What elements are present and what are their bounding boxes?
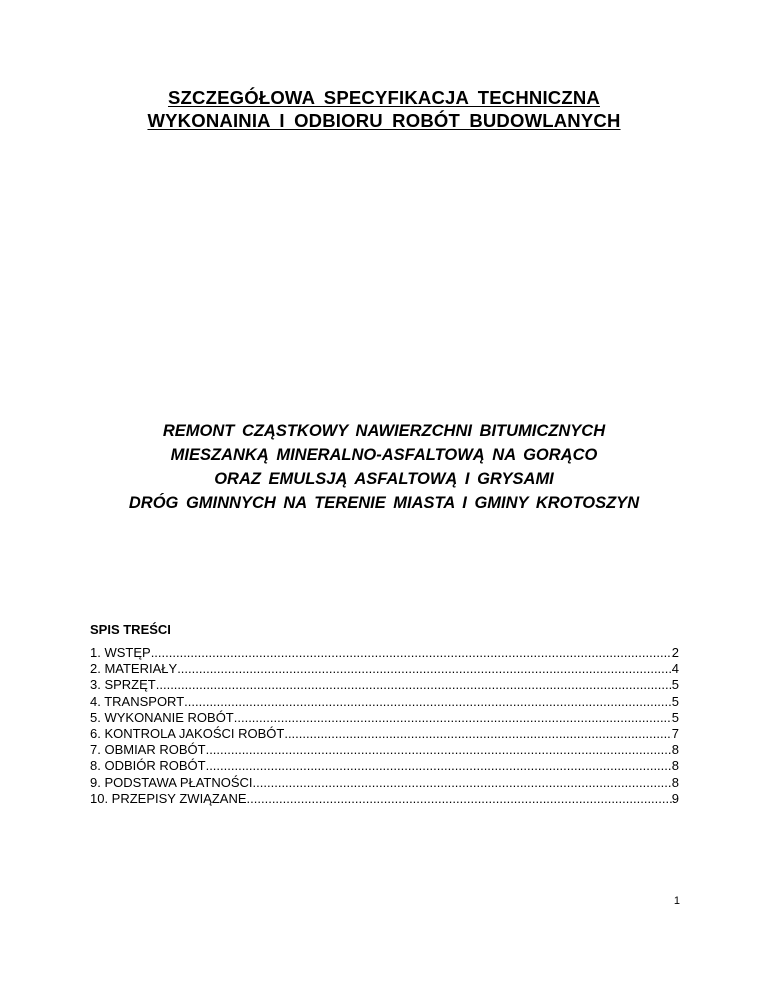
- document-subject: [0, 419, 768, 515]
- toc-entry-page: 2: [671, 645, 679, 660]
- toc-heading: SPIS TREŚCI: [90, 622, 171, 637]
- toc-entry-page: 5: [671, 693, 679, 709]
- subject-line-4: DRÓG GMINNYCH NA TERENIE MIASTA I GMINY KROTOSZYN: [128, 494, 640, 512]
- subject-line-3: ORAZ EMULSJĄ ASFALTOWĄ I GRYSAMI: [214, 470, 554, 488]
- toc-entry-title: 4. TRANSPORT: [90, 693, 185, 709]
- toc-entry-page: 5: [671, 677, 679, 693]
- toc-entry[interactable]: [90, 710, 679, 726]
- title-line-1: SZCZEGÓŁOWA SPECYFIKACJA TECHNICZNA: [168, 87, 600, 108]
- toc-entry-title: 9. PODSTAWA PŁATNOŚCI: [90, 774, 253, 790]
- toc-entry[interactable]: [90, 645, 679, 661]
- toc-entry[interactable]: [90, 791, 679, 807]
- toc-entry-page: 5: [671, 709, 679, 725]
- subject-line-2: MIESZANKĄ MINERALNO-ASFALTOWĄ NA GORĄCO: [170, 446, 598, 464]
- table-of-contents: [90, 645, 679, 807]
- title-line-2: WYKONAINIA I ODBIORU ROBÓT BUDOWLANYCH: [147, 110, 621, 131]
- toc-leader-dots: [206, 742, 672, 758]
- toc-entry-title: 2. MATERIAŁY: [90, 661, 178, 677]
- toc-entry[interactable]: [90, 758, 679, 774]
- toc-entry[interactable]: [90, 661, 679, 677]
- subject-line-1: REMONT CZĄSTKOWY NAWIERZCHNI BITUMICZNYCH: [162, 422, 606, 440]
- toc-leader-dots: [177, 661, 672, 677]
- toc-entry-page: 4: [671, 661, 679, 677]
- document-title: [0, 86, 768, 132]
- toc-leader-dots: [284, 726, 671, 742]
- toc-entry-page: 8: [671, 774, 679, 790]
- toc-leader-dots: [253, 775, 672, 791]
- toc-entry-title: 5. WYKONANIE ROBÓT: [90, 709, 234, 725]
- toc-leader-dots: [247, 791, 672, 807]
- toc-entry[interactable]: [90, 775, 679, 791]
- toc-entry-title: 3. SPRZĘT: [90, 677, 156, 693]
- toc-leader-dots: [151, 645, 672, 661]
- toc-entry-title: 7. OBMIAR ROBÓT: [90, 742, 206, 758]
- toc-leader-dots: [234, 710, 672, 726]
- toc-entry[interactable]: [90, 726, 679, 742]
- toc-entry-page: 8: [671, 742, 679, 758]
- toc-entry-page: 7: [671, 725, 679, 741]
- toc-entry-page: 8: [671, 758, 679, 774]
- toc-leader-dots: [206, 758, 672, 774]
- toc-entry[interactable]: [90, 677, 679, 693]
- page-number: 1: [673, 895, 680, 907]
- toc-entry-title: 8. ODBIÓR ROBÓT: [90, 758, 206, 774]
- toc-entry-title: 1. WSTĘP: [90, 645, 151, 660]
- toc-entry-title: 6. KONTROLA JAKOŚCI ROBÓT: [90, 725, 285, 741]
- toc-leader-dots: [156, 677, 672, 693]
- toc-entry[interactable]: [90, 694, 679, 710]
- toc-entry-title: 10. PRZEPISY ZWIĄZANE: [90, 790, 247, 806]
- toc-entry[interactable]: [90, 742, 679, 758]
- toc-entry-page: 9: [671, 790, 679, 806]
- toc-leader-dots: [184, 694, 672, 710]
